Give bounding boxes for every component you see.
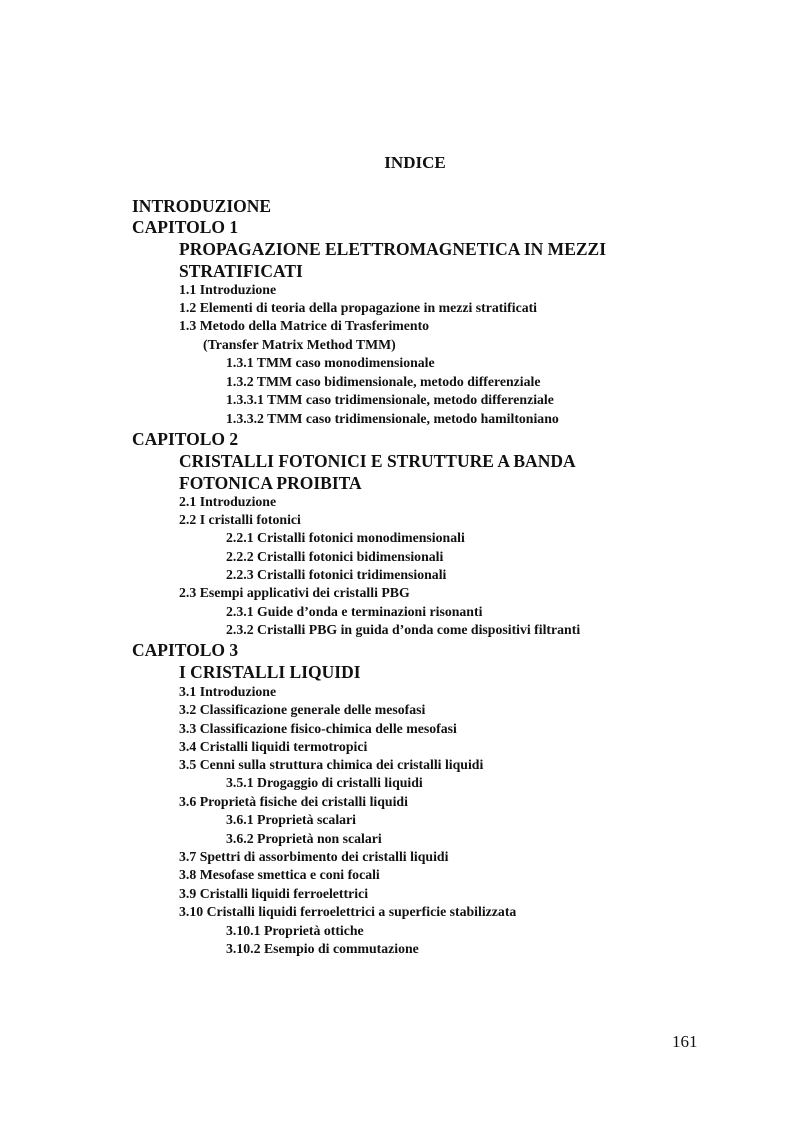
toc-chapter-3: CAPITOLO 3 [132,640,239,660]
toc-entry: 1.3.2 TMM caso bidimensionale, metodo differenziale [226,374,541,389]
toc-entry: 3.7 Spettri di assorbimento dei cristalli liquidi [179,849,449,864]
toc-entry: 1.3.3.2 TMM caso tridimensionale, metodo hamiltoniano [226,411,559,426]
toc-entry: 1.1 Introduzione [179,282,277,297]
toc-entry: 2.2.3 Cristalli fotonici tridimensionali [226,567,447,582]
toc-entry: 3.8 Mesofase smettica e coni focali [179,867,380,882]
toc-entry: 2.1 Introduzione [179,494,277,509]
toc-entry: 2.2.1 Cristalli fotonici monodimensionali [226,530,465,545]
toc-chapter-1: CAPITOLO 1 [132,217,239,237]
toc-entry: 3.3 Classificazione fisico-chimica delle mesofasi [179,721,457,736]
toc-entry: 3.5.1 Drogaggio di cristalli liquidi [226,775,423,790]
toc-entry: 2.3.2 Cristalli PBG in guida d’onda come dispositivi filtranti [226,622,581,637]
toc-chapter-1-title-cont: STRATIFICATI [179,261,303,281]
toc-entry: (Transfer Matrix Method TMM) [203,337,396,352]
toc-entry: 1.3.1 TMM caso monodimensionale [226,355,435,370]
toc-chapter-3-title: I CRISTALLI LIQUIDI [179,662,361,682]
page-number: 161 [672,1032,698,1051]
toc-entry: 3.6.1 Proprietà scalari [226,812,357,827]
toc-chapter-2-title-cont: FOTONICA PROIBITA [179,473,362,493]
toc-entry: 3.6.2 Proprietà non scalari [226,831,382,846]
toc-entry: 3.6 Proprietà fisiche dei cristalli liquidi [179,794,408,809]
toc-intro: INTRODUZIONE [132,196,272,216]
toc-entry: 2.3 Esempi applicativi dei cristalli PBG [179,585,410,600]
toc-entry: 2.3.1 Guide d’onda e terminazioni risonanti [226,604,483,619]
toc-entry: 2.2 I cristalli fotonici [179,512,301,527]
toc-entry: 3.5 Cenni sulla struttura chimica dei cristalli liquidi [179,757,484,772]
toc-entry: 3.2 Classificazione generale delle mesofasi [179,702,426,717]
toc-entry: 1.2 Elementi di teoria della propagazione in mezzi stratificati [179,300,538,315]
toc-entry: 3.1 Introduzione [179,684,277,699]
toc-chapter-1-title: PROPAGAZIONE ELETTROMAGNETICA IN MEZZI [179,239,607,259]
toc-entry: 3.10.1 Proprietà ottiche [226,923,364,938]
toc-entry: 1.3 Metodo della Matrice di Trasferimento [179,318,430,333]
toc-entry: 3.9 Cristalli liquidi ferroelettrici [179,886,369,901]
toc-entry: 3.10 Cristalli liquidi ferroelettrici a superficie stabilizzata [179,904,517,919]
toc-chapter-2: CAPITOLO 2 [132,429,239,449]
toc-entry: 3.4 Cristalli liquidi termotropici [179,739,368,754]
toc-entry: 2.2.2 Cristalli fotonici bidimensionali [226,549,444,564]
page-title: INDICE [384,153,446,172]
toc-chapter-2-title: CRISTALLI FOTONICI E STRUTTURE A BANDA [179,451,576,471]
toc-entry: 3.10.2 Esempio di commutazione [226,941,419,956]
toc-entry: 1.3.3.1 TMM caso tridimensionale, metodo differenziale [226,392,554,407]
